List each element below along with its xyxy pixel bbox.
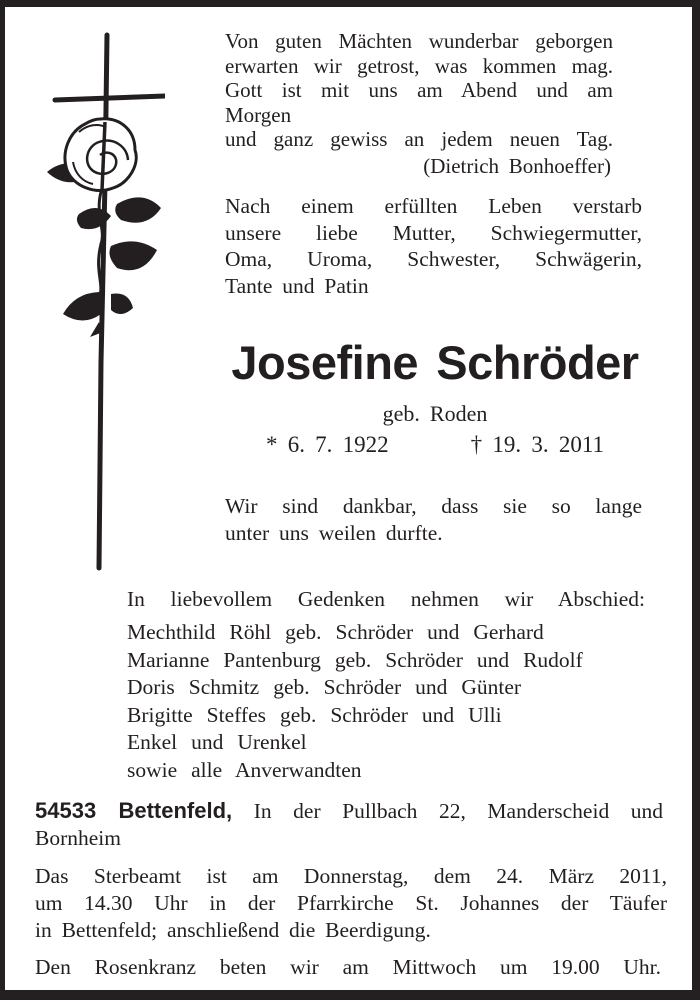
address-street: In der Pullbach 22, Manderscheid und [253,799,664,823]
mourner-line: Brigitte Steffes geb. Schröder und Ulli [127,702,502,727]
poem-line: Gott ist mit uns am Abend und am Morgen [225,78,613,127]
deceased-name: Josefine Schröder [231,336,639,389]
address-block [35,797,663,852]
poem-line: und ganz gewiss an jedem neuen Tag. [225,127,613,151]
address-line1 [35,797,663,825]
intro-line: Nach einem erfüllten Leben verstarb [225,194,642,218]
death-date: † 19. 3. 2011 [470,432,605,457]
intro-block [225,193,642,299]
service-line: Das Sterbeamt ist am Donnerstag, dem 24. März 2011, [35,864,667,888]
poem-line: erwarten wir getrost, was kommen mag. [225,53,613,78]
thanks-line: Wir sind dankbar, dass sie so lange [225,494,642,518]
service-block [35,863,667,944]
birth-date: * 6. 7. 1922 [265,432,389,457]
service-line: in Bettenfeld; anschließend die Beerdigung. [35,918,431,942]
life-dates [215,432,655,458]
mourner-line: sowie alle Anverwandten [127,757,362,782]
mourner-line: Mechthild Röhl geb. Schröder und Gerhard [127,620,544,644]
intro-line: Tante und Patin [225,273,369,298]
poem-attribution: (Dietrich Bonhoeffer) [423,153,611,178]
intro-line: Oma, Uroma, Schwester, Schwägerin, [225,247,642,271]
poem-line: Von guten Mächten wunderbar geborgen [225,29,613,53]
mourner-line: Doris Schmitz geb. Schröder und Günter [127,675,522,699]
address-line2: Bornheim [35,826,121,850]
postal-town: 54533 Bettenfeld, [35,798,233,823]
mourners-list [127,619,672,784]
rose-bloom [65,119,136,191]
mourner-line: Marianne Pantenburg geb. Schröder und Rudolf [127,647,583,672]
mourner-line: Enkel und Urenkel [127,730,307,754]
rosary-line: Den Rosenkranz beten wir am Mittwoch um 19.00 Uhr. [35,955,661,979]
intro-line: unsere liebe Mutter, Schwiegermutter, [225,220,642,245]
poem-lines [225,29,613,152]
thanks-block [225,493,642,547]
thanks-line: unter uns weilen durfte. [225,521,443,545]
poem-block [225,29,613,178]
service-line: um 14.30 Uhr in der Pfarrkirche St. Johannes der Täufer [35,891,667,915]
maiden-name: geb. Roden [382,401,488,426]
cross-rose-ornament [35,32,165,572]
farewell-heading: In liebevollem Gedenken nehmen wir Abschied: [127,587,645,611]
cross-horizontal-bar [55,96,165,100]
